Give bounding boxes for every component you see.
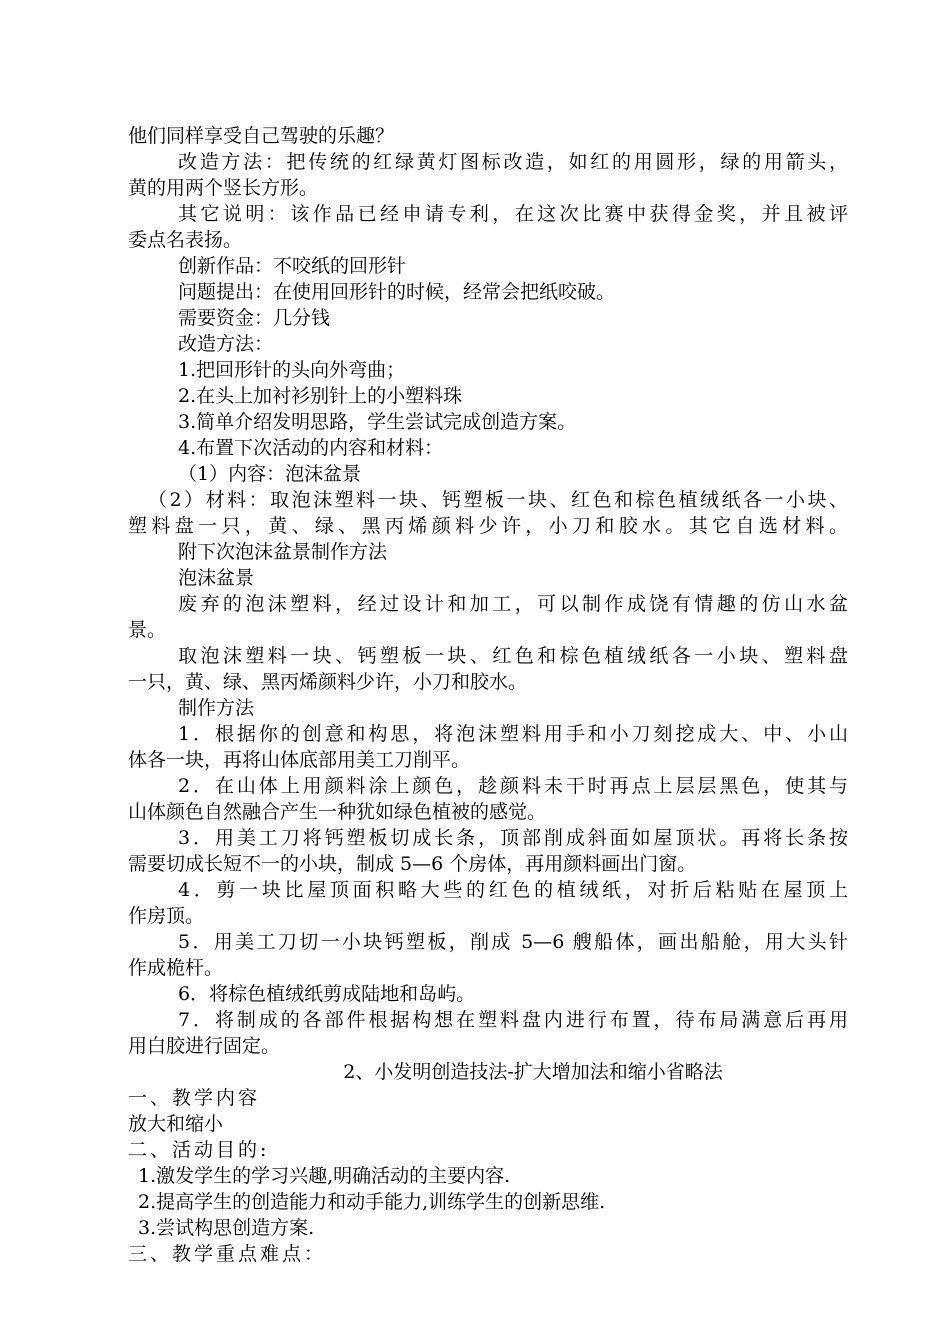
text-line: 其它说明：该作品已经申请专利，在这次比赛中获得金奖，并且被评 [178, 203, 848, 225]
list-item: 4.布置下次活动的内容和材料： [178, 437, 444, 459]
list-item: 3．用美工刀将钙塑板切成长条，顶部削成斜面如屋顶状。再将长条按 [178, 827, 848, 849]
list-item: 7．将制成的各部件根据构想在塑料盘内进行布置，待布局满意后再用 [178, 1009, 848, 1031]
text-line: 用白胶进行固定。 [128, 1035, 281, 1057]
text-line: 黄的用两个竖长方形。 [128, 177, 319, 199]
text-line: 景。 [128, 619, 167, 641]
text-line: 附下次泡沫盆景制作方法 [178, 541, 388, 563]
text-line: 委点名表扬。 [128, 229, 243, 251]
section-heading: 三、教学重点难点： [128, 1243, 327, 1265]
text-line: 需要资金：几分钱 [178, 307, 331, 329]
section-heading: 二、活动目的: [128, 1139, 270, 1161]
text-line: 改造方法： [178, 333, 274, 355]
text-line: 塑料盘一只，黄、绿、黑丙烯颜料少许，小刀和胶水。其它自选材料。 [128, 515, 848, 537]
list-item: 2．在山体上用颜料涂上颜色，趁颜料未干时再点上层层黑色，使其与 [178, 775, 848, 797]
text-line: 他们同样享受自己驾驶的乐趣？ [128, 125, 395, 147]
list-item: 5．用美工刀切一小块钙塑板，削成 5—6 艘船体，画出船舱，用大头针 [178, 931, 848, 953]
text-line: 放大和缩小 [128, 1113, 224, 1135]
list-item: （1）内容：泡沫盆景 [178, 463, 362, 485]
text-line: 问题提出：在使用回形针的时候，经常会把纸咬破。 [178, 281, 616, 303]
list-item: 6．将棕色植绒纸剪成陆地和岛屿。 [178, 983, 476, 1005]
section-title: 2、小发明创造技法-扩大增加法和缩小省略法 [343, 1061, 723, 1083]
text-line: 体各一块，再将山体底部用美工刀削平。 [128, 749, 471, 771]
list-item: 2.提高学生的创造能力和动手能力,训练学生的创新思维. [138, 1191, 606, 1213]
text-line: 一只，黄、绿、黑丙烯颜料少许，小刀和胶水。 [128, 671, 528, 693]
list-item: 1.把回形针的头向外弯曲； [178, 359, 406, 381]
list-item: 3.尝试构思创造方案. [138, 1217, 315, 1239]
text-line: 废弃的泡沫塑料，经过设计和加工，可以制作成饶有情趣的仿山水盆 [178, 593, 848, 615]
text-line: 改造方法：把传统的红绿黄灯图标改造，如红的用圆形，绿的用箭头， [178, 151, 848, 173]
text-line: 作成桅杆。 [128, 957, 224, 979]
text-line: 山体颜色自然融合产生一种犹如绿色植被的感觉。 [128, 801, 547, 823]
section-heading: 一、教学内容 [128, 1087, 261, 1109]
text-line: 取泡沫塑料一块、钙塑板一块、红色和棕色植绒纸各一小块、塑料盘 [178, 645, 848, 667]
section-heading: 制作方法 [178, 697, 255, 719]
text-line: 作房顶。 [128, 905, 205, 927]
list-item: （2）材料：取泡沫塑料一块、钙塑板一块、红色和棕色植绒纸各一小块、 [148, 489, 848, 511]
list-item: 1.激发学生的学习兴趣,明确活动的主要内容. [138, 1165, 511, 1187]
text-line: 泡沫盆景 [178, 567, 255, 589]
list-item: 2.在头上加衬衫别针上的小塑料珠 [178, 385, 463, 407]
text-line: 创新作品：不咬纸的回形针 [178, 255, 407, 277]
list-item: 3.简单介绍发明思路，学生尝试完成创造方案。 [178, 411, 577, 433]
text-line: 需要切成长短不一的小块，制成 5—6 个房体，再用颜料画出门窗。 [128, 853, 697, 875]
list-item: 1．根据你的创意和构思，将泡沫塑料用手和小刀刻挖成大、中、小山 [178, 723, 848, 745]
list-item: 4．剪一块比屋顶面积略大些的红色的植绒纸，对折后粘贴在屋顶上 [178, 879, 848, 901]
